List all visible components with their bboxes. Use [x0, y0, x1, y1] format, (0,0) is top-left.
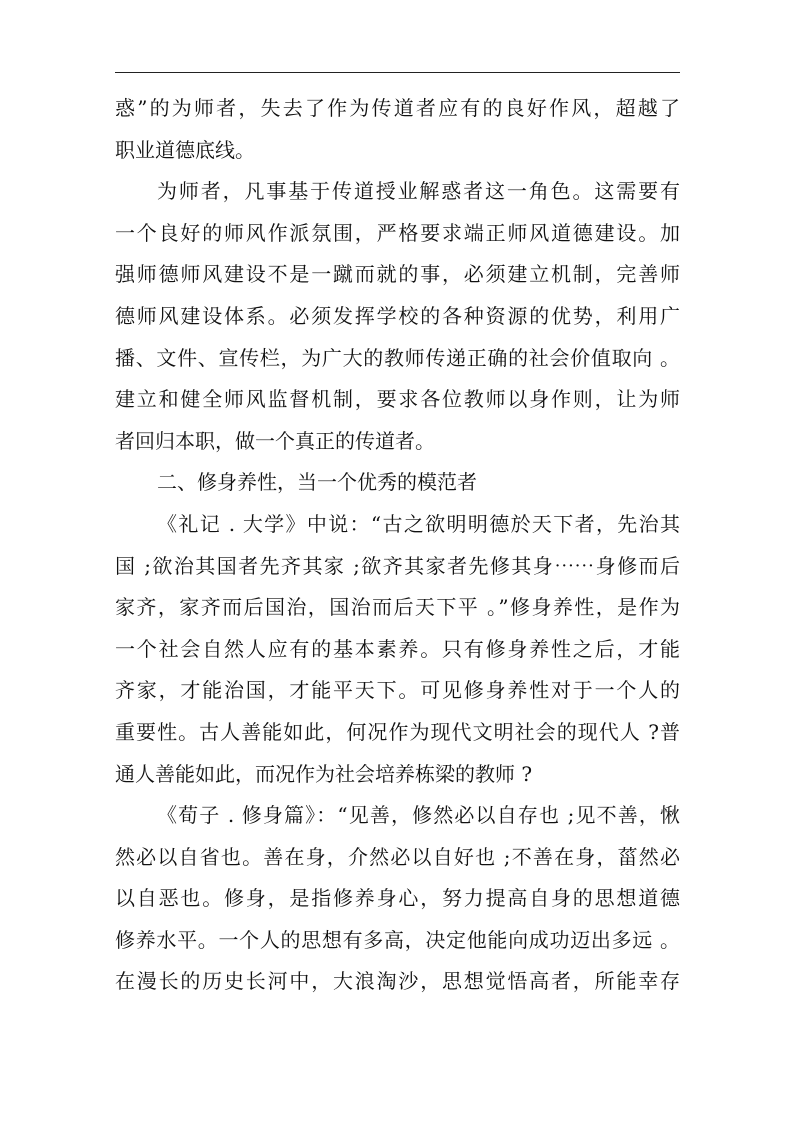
text-line: 国 ;欲治其国者先齐其家 ;欲齐其家者先修其身⋯⋯身修而后 — [115, 553, 680, 578]
text-line: 为师者，凡事基于传道授业解惑者这一角色。这需要有 — [157, 179, 680, 204]
text-line: 一个社会自然人应有的基本素养。只有修身养性之后，才能 — [115, 636, 680, 661]
text-line: 职业道德底线。 — [115, 137, 255, 162]
text-line: 德师风建设体系。必须发挥学校的各种资源的优势，利用广 — [115, 303, 680, 328]
text-line: 齐家，才能治国，才能平天下。可见修身养性对于一个人的 — [115, 678, 680, 703]
text-line: 然必以自省也。善在身，介然必以自好也 ;不善在身，菑然必 — [115, 844, 680, 869]
text-line: 《荀子 . 修身篇》：“见善，修然必以自存也 ;见不善，愀 — [157, 803, 680, 828]
text-line: 播、文件、宣传栏，为广大的教师传递正确的社会价值取向 。 — [115, 345, 680, 370]
text-line: 家齐，家齐而后国治，国治而后天下平 。”修身养性，是作为 — [115, 595, 680, 620]
text-line: 二、修身养性，当一个优秀的模范者 — [157, 470, 477, 495]
text-line: 通人善能如此，而况作为社会培养栋梁的教师 ? — [115, 761, 533, 786]
header-rule — [115, 72, 680, 73]
text-line: 在漫长的历史长河中，大浪淘沙，思想觉悟高者，所能幸存 — [115, 969, 680, 994]
text-line: 修养水平。一个人的思想有多高，决定他能向成功迈出多远 。 — [115, 927, 680, 952]
text-line: 一个良好的师风作派氛围，严格要求端正师风道德建设。加 — [115, 220, 680, 245]
text-line: 建立和健全师风监督机制，要求各位教师以身作则，让为师 — [115, 387, 680, 412]
text-line: 以自恶也。修身，是指修养身心，努力提高自身的思想道德 — [115, 886, 680, 911]
text-line: 《礼记 . 大学》中说：“古之欲明明德於天下者，先治其 — [157, 511, 680, 536]
text-line: 者回归本职，做一个真正的传道者。 — [115, 428, 435, 453]
body-text — [115, 88, 680, 1003]
text-line: 惑”的为师者，失去了作为传道者应有的良好作风，超越了 — [115, 96, 680, 120]
text-line: 强师德师风建设不是一蹴而就的事，必须建立机制，完善师 — [115, 262, 680, 287]
text-line: 重要性。古人善能如此，何况作为现代文明社会的现代人 ?普 — [115, 719, 680, 744]
